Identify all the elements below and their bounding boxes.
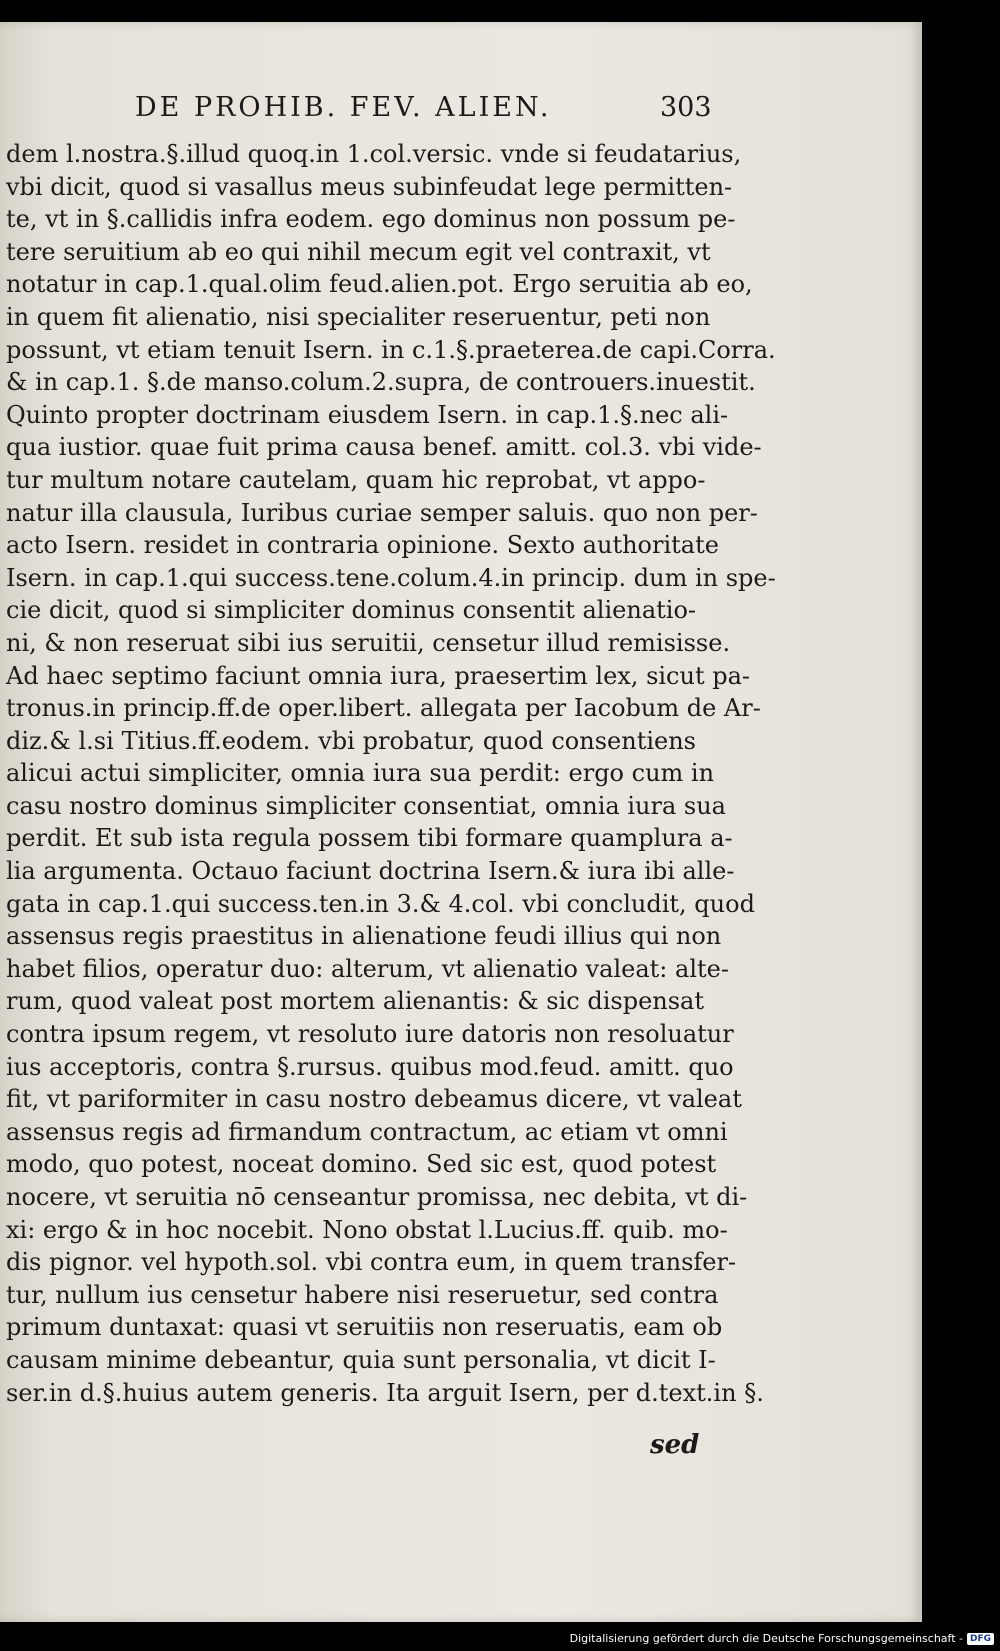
text-line: tur multum notare cautelam, quam hic reprobat, vt appo-	[6, 465, 706, 494]
text-line: assensus regis praestitus in alienatione feudi illius qui non	[6, 922, 722, 951]
text-line: causam minime debeantur, quia sunt personalia, vt dicit I-	[6, 1345, 716, 1374]
text-line: dis pignor. vel hypoth.sol. vbi contra eum, in quem transfer-	[6, 1248, 737, 1277]
text-line: casu nostro dominus simpliciter consentiat, omnia iura sua	[6, 791, 726, 820]
text-line: cie dicit, quod si simpliciter dominus consentit alienatio-	[6, 596, 696, 625]
digitization-credit	[570, 1632, 994, 1645]
text-line: ius acceptoris, contra §.rursus. quibus mod.feud. amitt. quo	[6, 1052, 734, 1081]
text-line: notatur in cap.1.qual.olim feud.alien.pot. Ergo seruitia ab eo,	[6, 270, 753, 299]
text-line: tronus.in princip.ff.de oper.libert. allegata per Iacobum de Ar-	[6, 694, 761, 723]
page-header	[0, 92, 922, 132]
text-line: perdit. Et sub ista regula possem tibi formare quamplura a-	[6, 824, 733, 853]
text-line: dem l.nostra.§.illud quoq.in 1.col.versic. vnde si feudatarius,	[6, 140, 742, 168]
text-line: ser.in d.§.huius autem generis. Ita arguit Isern, per d.text.in §.	[6, 1378, 764, 1407]
catchword: sed	[650, 1430, 700, 1460]
text-line: & in cap.1. §.de manso.colum.2.supra, de controuers.inuestit.	[6, 368, 756, 397]
text-line: natur illa clausula, Iuribus curiae semper saluis. quo non per-	[6, 498, 758, 527]
book-page	[0, 22, 922, 1622]
text-line: modo, quo potest, noceat domino. Sed sic est, quod potest	[6, 1150, 717, 1179]
text-line: acto Isern. residet in contraria opinione. Sexto authoritate	[6, 531, 719, 560]
text-line: alicui actui simpliciter, omnia iura sua perdit: ergo cum in	[6, 759, 715, 788]
text-line: diz.& l.si Titius.ff.eodem. vbi probatur, quod consentiens	[6, 726, 696, 755]
text-line: habet filios, operatur duo: alterum, vt alienatio valeat: alte-	[6, 954, 729, 983]
text-line: qua iustior. quae fuit prima causa benef. amitt. col.3. vbi vide-	[6, 433, 762, 462]
text-line: tur, nullum ius censetur habere nisi reseruetur, sed contra	[6, 1280, 719, 1309]
credit-text: Digitalisierung gefördert durch die Deutsche Forschungsgemeinschaft -	[569, 1632, 963, 1645]
text-line: Isern. in cap.1.qui success.tene.colum.4.in princip. dum in spe-	[6, 563, 776, 592]
body-text	[6, 138, 776, 1409]
text-line: Ad haec septimo faciunt omnia iura, praesertim lex, sicut pa-	[6, 661, 751, 690]
text-line: ni, & non reseruat sibi ius seruitii, censetur illud remisisse.	[6, 628, 731, 657]
folio-number: 303	[660, 92, 712, 123]
text-line: nocere, vt seruitia nō censeantur promissa, nec debita, vt di-	[6, 1183, 748, 1211]
text-line: fit, vt pariformiter in casu nostro debeamus dicere, vt valeat	[6, 1085, 742, 1114]
text-line: xi: ergo & in hoc nocebit. Nono obstat l.Lucius.ff. quib. mo-	[6, 1215, 728, 1244]
text-line: rum, quod valeat post mortem alienantis: & sic dispensat	[6, 987, 704, 1016]
text-line: primum duntaxat: quasi vt seruitiis non reseruatis, eam ob	[6, 1313, 723, 1342]
text-line: te, vt in §.callidis infra eodem. ego dominus non possum pe-	[6, 205, 736, 234]
text-line: gata in cap.1.qui success.ten.in 3.& 4.col. vbi concludit, quod	[6, 889, 755, 918]
text-line: lia argumenta. Octauo faciunt doctrina Isern.& iura ibi alle-	[6, 857, 735, 886]
text-line: assensus regis ad firmandum contractum, ac etiam vt omni	[6, 1117, 728, 1146]
text-line: possunt, vt etiam tenuit Isern. in c.1.§.praeterea.de capi.Corra.	[6, 335, 776, 364]
text-line: vbi dicit, quod si vasallus meus subinfeudat lege permitten-	[6, 172, 733, 201]
text-line: contra ipsum regem, vt resoluto iure datoris non resoluatur	[6, 1020, 734, 1049]
running-head: DE PROHIB. FEV. ALIEN.	[135, 92, 552, 123]
text-line: Quinto propter doctrinam eiusdem Isern. in cap.1.§.nec ali-	[6, 400, 729, 429]
text-line: tere seruitium ab eo qui nihil mecum egit vel contraxit, vt	[6, 237, 711, 266]
dfg-logo: DFG	[967, 1633, 994, 1645]
text-line: in quem fit alienatio, nisi specialiter reseruentur, peti non	[6, 302, 711, 331]
